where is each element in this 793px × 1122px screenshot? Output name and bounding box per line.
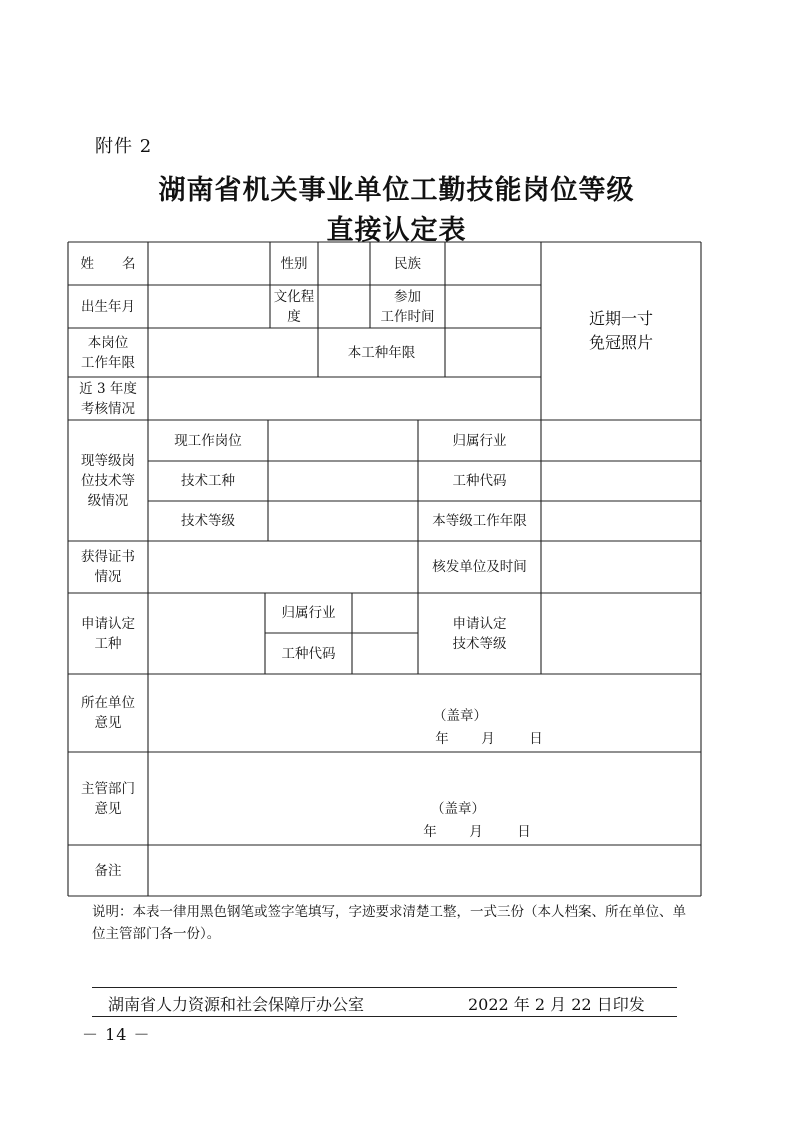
gender-field[interactable] (318, 242, 370, 285)
form-title-line1: 湖南省机关事业单位工勤技能岗位等级 (158, 175, 635, 206)
tech-level-field[interactable] (268, 501, 418, 541)
name-label (68, 242, 148, 285)
apply-trade-label (68, 593, 148, 674)
dept-month-label: 月 (469, 824, 483, 840)
post-years-label-line1: 本岗位 (87, 334, 129, 351)
current-level-label (68, 420, 148, 541)
work-start-label (370, 285, 445, 328)
post-years-label (68, 328, 148, 377)
issuer-field[interactable] (541, 541, 701, 593)
education-label-line2: 度 (287, 308, 301, 325)
apply-level-label-line1: 申请认定 (452, 615, 507, 632)
unit-year-label: 年 (435, 731, 449, 747)
dept-opinion-label-line1: 主管部门 (81, 780, 135, 797)
name-label-char1: 姓 (80, 255, 94, 272)
name-label-char2: 名 (122, 255, 136, 272)
certificate-field[interactable] (148, 541, 418, 593)
assessment-label (68, 377, 148, 420)
assessment-label-line1: 近 3 年度 (79, 380, 137, 397)
ethnicity-field[interactable] (445, 242, 541, 285)
certificate-label (68, 541, 148, 593)
current-level-label-line2: 位技术等 (81, 472, 135, 489)
post-years-label-line2: 工作年限 (81, 354, 135, 371)
certificate-label-line1: 获得证书 (81, 549, 135, 565)
footer-date: 2022 年 2 月 22 日印发 (468, 995, 645, 1014)
apply-trade-label-line1: 申请认定 (81, 615, 135, 632)
assessment-label-line2: 考核情况 (81, 400, 135, 417)
dept-opinion-label-line2: 意见 (94, 800, 122, 817)
certificate-label-line2: 情况 (94, 569, 122, 585)
page-number: － 14 － (82, 1025, 151, 1044)
trade-code-label: 工种代码 (452, 473, 507, 489)
tech-trade-label: 技术工种 (181, 473, 235, 489)
issuer-label: 核发单位及时间 (432, 559, 527, 575)
trade-code-field[interactable] (541, 461, 701, 501)
apply-level-label (418, 593, 541, 674)
apply-trade-label-line2: 工种 (94, 635, 122, 652)
photo-box[interactable] (541, 242, 701, 420)
form-title-line2: 直接认定表 (326, 215, 467, 246)
education-label-line1: 文化程 (273, 288, 315, 305)
apply-level-label-line2: 技术等级 (452, 635, 507, 652)
remarks-field[interactable] (148, 845, 701, 896)
tech-trade-field[interactable] (268, 461, 418, 501)
name-field[interactable] (148, 242, 270, 285)
current-level-label-line1: 现等级岗 (81, 452, 135, 469)
unit-opinion-label (68, 674, 148, 752)
instruction-note: 说明：本表一律用黑色钢笔或签字笔填写，字迹要求清楚工整，一式三份（本人档案、所在单位、单位主管部门各一份）。 (92, 904, 686, 942)
unit-month-label: 月 (481, 731, 495, 747)
apply-level-field[interactable] (541, 593, 701, 674)
apply-code-field[interactable] (352, 633, 418, 674)
unit-day-label: 日 (529, 731, 543, 747)
industry-label: 归属行业 (452, 432, 507, 449)
footer-issuer: 湖南省人力资源和社会保障厅办公室 (108, 995, 365, 1014)
dept-day-label: 日 (517, 824, 531, 840)
attachment-label: 附件 2 (95, 136, 153, 157)
birth-field[interactable] (148, 285, 270, 328)
trade-years-label: 本工种年限 (347, 344, 416, 361)
education-field[interactable] (318, 285, 370, 328)
photo-label-line2: 免冠照片 (588, 333, 653, 352)
assessment-field[interactable] (148, 377, 541, 420)
post-years-field[interactable] (148, 328, 318, 377)
current-post-field[interactable] (268, 420, 418, 461)
unit-opinion-label-line1: 所在单位 (81, 695, 135, 711)
photo-label-line1: 近期一寸 (588, 309, 653, 328)
work-start-label-line2: 工作时间 (380, 308, 435, 325)
gender-label: 性别 (280, 255, 308, 272)
current-level-label-line3: 级情况 (87, 492, 129, 509)
level-years-field[interactable] (541, 501, 701, 541)
apply-industry-label: 归属行业 (281, 605, 336, 621)
dept-opinion-label (68, 752, 148, 845)
apply-code-label: 工种代码 (281, 645, 336, 662)
dept-seal-label: （盖章） (431, 801, 485, 817)
remarks-label: 备注 (94, 862, 122, 879)
current-post-label: 现工作岗位 (174, 432, 242, 449)
work-start-field[interactable] (445, 285, 541, 328)
footer-top-rule (92, 987, 677, 988)
unit-opinion-label-line2: 意见 (94, 715, 122, 731)
apply-industry-field[interactable] (352, 593, 418, 633)
apply-trade-field[interactable] (148, 593, 265, 674)
education-label (270, 285, 318, 328)
trade-years-field[interactable] (445, 328, 541, 377)
work-start-label-line1: 参加 (394, 288, 421, 305)
unit-opinion-field[interactable] (148, 674, 701, 752)
level-years-label: 本等级工作年限 (432, 513, 527, 529)
birth-label: 出生年月 (81, 298, 135, 315)
tech-level-label: 技术等级 (181, 513, 235, 529)
ethnicity-label: 民族 (394, 255, 421, 272)
footer-bottom-rule (92, 1016, 677, 1017)
unit-seal-label: （盖章） (433, 708, 487, 724)
dept-year-label: 年 (423, 824, 437, 840)
industry-field[interactable] (541, 420, 701, 461)
